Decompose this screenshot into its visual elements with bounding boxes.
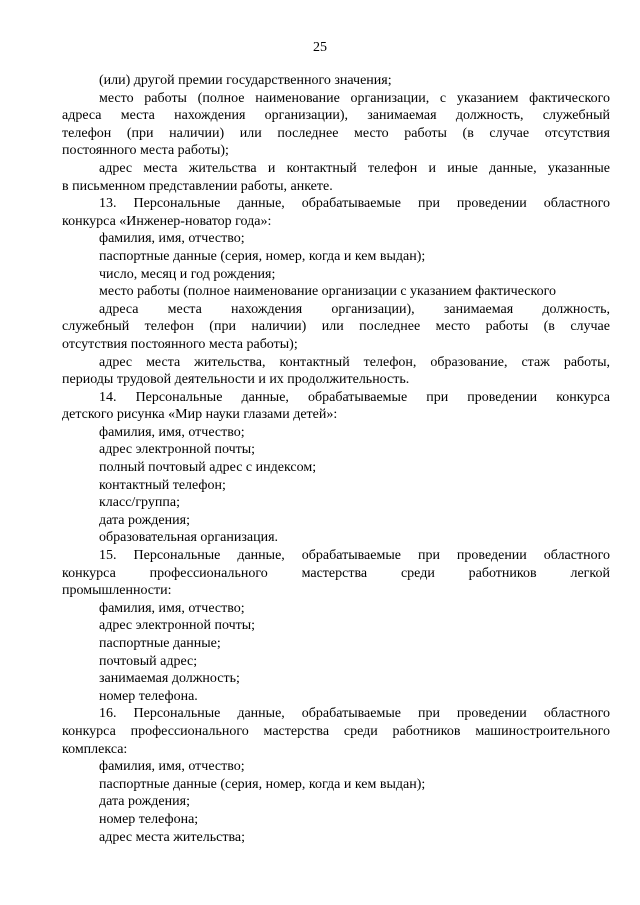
text-line: промышленности: [62,583,172,599]
text-line: адрес места жительства и контактный телефон и иные данные, указанные [99,160,610,176]
text-line: отсутствия постоянного места работы); [62,336,298,352]
text-line: образовательная организация. [99,530,279,546]
text-line: место работы (полное наименование организации, с указанием фактического [99,90,610,106]
text-line: фамилия, имя, отчество; [99,231,245,247]
text-line: адреса места нахождения организации), занимаемая должность, служебный [62,108,610,124]
text-line: в письменном представлении работы, анкете. [62,178,333,194]
text-line: детского рисунка «Мир науки глазами детей»: [62,407,338,423]
text-line: адреса места нахождения организации), занимаемая должность, [99,301,610,317]
text-line: фамилия, имя, отчество; [99,600,245,616]
text-line: конкурса «Инженер-новатор года»: [62,213,272,229]
text-line: место работы (полное наименование организации с указанием фактического [99,284,556,300]
text-line: паспортные данные (серия, номер, когда и кем выдан); [99,248,426,264]
text-line: номер телефона. [99,688,198,704]
text-line: дата рождения; [99,512,190,528]
text-line: паспортные данные; [99,636,221,651]
text-line: адрес электронной почты; [99,442,256,458]
text-line: номер телефона; [99,811,199,827]
text-line: паспортные данные (серия, номер, когда и кем выдан); [99,776,426,792]
text-line: полный почтовый адрес с индексом; [99,460,317,476]
text-line: (или) другой премии государственного значения; [99,73,392,88]
text-line: фамилия, имя, отчество; [99,424,245,440]
text-line: адрес места жительства; [99,829,245,845]
text-line: адрес электронной почты; [99,618,256,634]
text-line: 15. Персональные данные, обрабатываемые при проведении областного [99,548,610,564]
text-line: телефон (при наличии) или последнее место работы (в случае отсутствия [62,125,610,141]
page-number: 25 [313,40,327,55]
text-line: занимаемая должность; [99,671,240,687]
text-line: класс/группа; [99,495,180,511]
text-line: конкурса профессионального мастерства среди работников машиностроительного [62,723,610,739]
text-line: дата рождения; [99,794,190,810]
text-line: 14. Персональные данные, обрабатываемые при проведении конкурса [99,389,610,405]
text-line: 16. Персональные данные, обрабатываемые при проведении областного [99,706,610,722]
document-body [62,72,610,846]
text-line: адрес места жительства, контактный телефон, образование, стаж работы, [99,354,610,370]
text-line: число, месяц и год рождения; [99,266,276,282]
text-line: почтовый адрес; [99,653,198,669]
text-line: 13. Персональные данные, обрабатываемые при проведении областного [99,196,610,212]
text-line: служебный телефон (при наличии) или последнее место работы (в случае [62,319,610,335]
text-line: постоянного места работы); [62,143,229,159]
text-line: контактный телефон; [99,477,226,493]
text-line: конкурса профессионального мастерства среди работников легкой [62,565,610,581]
text-line: комплекса: [62,741,128,757]
text-line: фамилия, имя, отчество; [99,759,245,775]
text-line: периоды трудовой деятельности и их продолжительность. [62,372,410,388]
